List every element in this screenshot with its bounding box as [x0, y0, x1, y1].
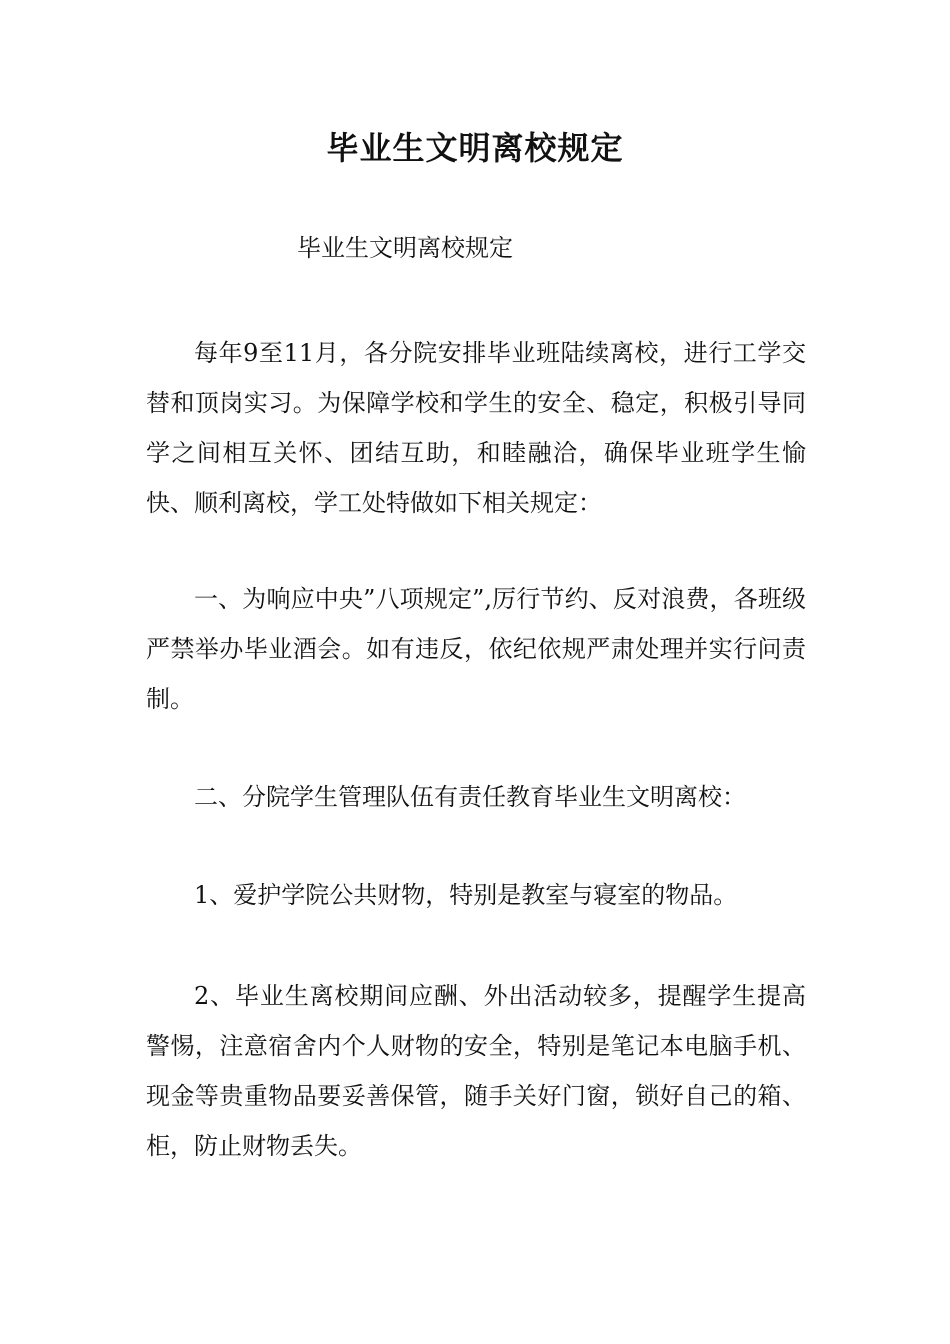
paragraph-rule-two: 二、分院学生管理队伍有责任教育毕业生文明离校：	[194, 783, 746, 811]
paragraph-intro: 每年9至11月，各分院安排毕业班陆续离校，进行工学交替和顶岗实习。为保障学校和学生的安全、稳定，积极引导同学之间相互关怀、团结互助，和睦融洽，确保毕业班学生愉快、顺利离校，学工处特做如下相关规定：	[146, 339, 806, 517]
document-subtitle: 毕业生文明离校规定	[297, 234, 513, 262]
paragraph-rule-one: 一、为响应中央”八项规定”,厉行节约、反对浪费，各班级严禁举办毕业酒会。如有违反，依纪依规严肃处理并实行问责制。	[146, 585, 806, 713]
document-title: 毕业生文明离校规定	[326, 129, 624, 167]
paragraph-item-two: 2、毕业生离校期间应酬、外出活动较多，提醒学生提高警惕，注意宿舍内个人财物的安全，特别是笔记本电脑手机、现金等贵重物品要妥善保管，随手关好门窗，锁好自己的箱、柜，防止财物丢失。	[146, 982, 806, 1160]
paragraph-item-one: 1、爱护学院公共财物，特别是教室与寝室的物品。	[194, 881, 738, 909]
